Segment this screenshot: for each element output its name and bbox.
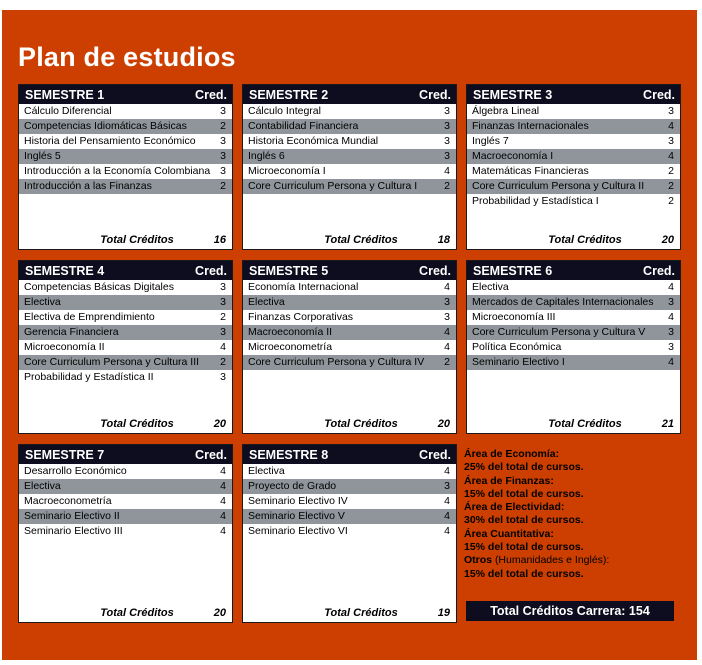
course-row	[243, 340, 456, 355]
course-credits: 3	[220, 135, 226, 147]
course-name: Finanzas Corporativas	[248, 311, 354, 323]
course-credits: 2	[220, 356, 226, 368]
course-list	[467, 280, 680, 370]
course-credits: 4	[668, 120, 674, 132]
course-row	[243, 494, 456, 509]
course-row	[467, 340, 680, 355]
total-value: 20	[213, 607, 226, 619]
course-name: Inglés 5	[24, 150, 61, 162]
course-row	[19, 164, 232, 179]
cred-header: Cred.	[195, 263, 227, 278]
course-credits: 3	[220, 105, 226, 117]
course-credits: 3	[668, 296, 674, 308]
total-label: Total Créditos	[324, 607, 398, 619]
course-row	[243, 179, 456, 194]
course-name: Seminario Electivo II	[24, 510, 120, 522]
course-credits: 4	[444, 495, 450, 507]
semester-total	[467, 418, 680, 430]
note-economia-label: Área de Economía:	[464, 448, 560, 460]
semester-name: SEMESTRE 4	[25, 263, 105, 278]
note-otros-detail: (Humanidades e Inglés):	[494, 554, 610, 567]
course-credits: 4	[668, 281, 674, 293]
course-list	[19, 464, 232, 539]
semester-header	[467, 261, 680, 280]
course-row	[467, 194, 680, 209]
note-cuantitativa-pct: 15% del total de cursos.	[464, 541, 584, 554]
course-name: Economía Internacional	[248, 281, 359, 293]
course-row	[467, 134, 680, 149]
course-row	[19, 479, 232, 494]
cred-header: Cred.	[419, 447, 451, 462]
course-row	[243, 464, 456, 479]
cred-header: Cred.	[419, 87, 451, 102]
grand-total-bar	[466, 601, 674, 621]
course-row	[467, 295, 680, 310]
course-credits: 4	[444, 465, 450, 477]
semester-name: SEMESTRE 7	[25, 447, 105, 462]
course-credits: 3	[444, 105, 450, 117]
semester-total	[243, 607, 456, 619]
course-row	[243, 104, 456, 119]
course-row	[19, 340, 232, 355]
semester-header	[19, 85, 232, 104]
course-list	[243, 464, 456, 539]
course-name: Microeconomía I	[248, 165, 326, 177]
cred-header: Cred.	[195, 87, 227, 102]
course-credits: 3	[444, 296, 450, 308]
semester-total	[19, 234, 232, 246]
course-name: Cálculo Diferencial	[24, 105, 112, 117]
course-row	[467, 310, 680, 325]
course-credits: 4	[220, 465, 226, 477]
course-name: Seminario Electivo I	[472, 356, 565, 368]
course-credits: 4	[668, 311, 674, 323]
course-credits: 3	[444, 135, 450, 147]
semester-total	[243, 234, 456, 246]
course-row	[243, 509, 456, 524]
course-credits: 4	[668, 150, 674, 162]
total-label: Total Créditos	[100, 234, 174, 246]
course-name: Electiva	[24, 296, 61, 308]
course-name: Desarrollo Económico	[24, 465, 127, 477]
course-name: Mercados de Capitales Internacionales	[472, 296, 654, 308]
course-list	[19, 104, 232, 194]
course-credits: 4	[444, 165, 450, 177]
cred-header: Cred.	[643, 263, 675, 278]
total-label: Total Créditos	[548, 418, 622, 430]
course-name: Core Curriculum Persona y Cultura V	[472, 326, 646, 338]
total-value: 19	[437, 607, 450, 619]
cred-header: Cred.	[195, 447, 227, 462]
course-row	[19, 355, 232, 370]
course-name: Microeconomía II	[24, 341, 105, 353]
course-credits: 4	[220, 480, 226, 492]
course-credits: 3	[220, 296, 226, 308]
course-row	[467, 179, 680, 194]
course-name: Electiva de Emprendimiento	[24, 311, 155, 323]
semester-header	[243, 261, 456, 280]
course-name: Macroeconomía I	[472, 150, 554, 162]
course-credits: 4	[444, 281, 450, 293]
semester-header	[19, 445, 232, 464]
course-row	[19, 280, 232, 295]
course-name: Gerencia Financiera	[24, 326, 119, 338]
semester-name: SEMESTRE 2	[249, 87, 329, 102]
course-credits: 3	[220, 165, 226, 177]
course-credits: 3	[444, 150, 450, 162]
course-row	[243, 524, 456, 539]
semester-card	[242, 84, 457, 250]
course-list	[243, 280, 456, 370]
course-row	[243, 295, 456, 310]
semester-card	[466, 260, 681, 434]
course-row	[243, 149, 456, 164]
semester-total	[467, 234, 680, 246]
course-credits: 4	[668, 356, 674, 368]
semester-name: SEMESTRE 1	[25, 87, 105, 102]
course-name: Seminario Electivo IV	[248, 495, 348, 507]
course-row	[19, 149, 232, 164]
semester-total	[19, 418, 232, 430]
course-name: Seminario Electivo III	[24, 525, 123, 537]
note-otros-pct: 15% del total de cursos.	[464, 567, 584, 580]
course-row	[243, 119, 456, 134]
course-credits: 4	[444, 341, 450, 353]
course-name: Microeconomía III	[472, 311, 556, 323]
semester-name: SEMESTRE 5	[249, 263, 329, 278]
course-name: Inglés 6	[248, 150, 285, 162]
course-credits: 3	[444, 480, 450, 492]
semester-card	[466, 84, 681, 250]
course-credits: 3	[444, 311, 450, 323]
course-name: Cálculo Integral	[248, 105, 321, 117]
note-cuantitativa-label: Área Cuantitativa:	[464, 527, 554, 540]
total-value: 20	[661, 234, 674, 246]
course-row	[19, 464, 232, 479]
course-credits: 4	[220, 341, 226, 353]
course-row	[467, 280, 680, 295]
course-name: Álgebra Lineal	[472, 105, 540, 117]
course-name: Historia del Pensamiento Económico	[24, 135, 196, 147]
course-name: Inglés 7	[472, 135, 509, 147]
course-name: Seminario Electivo VI	[248, 525, 348, 537]
course-row	[243, 355, 456, 370]
course-name: Proyecto de Grado	[248, 480, 337, 492]
course-name: Macroeconometría	[24, 495, 112, 507]
course-credits: 3	[668, 135, 674, 147]
course-name: Macroeconomía II	[248, 326, 333, 338]
course-credits: 2	[668, 195, 674, 207]
semester-name: SEMESTRE 3	[473, 87, 553, 102]
semester-card	[18, 444, 233, 623]
course-credits: 3	[220, 150, 226, 162]
note-finanzas-label: Área de Finanzas:	[464, 474, 554, 487]
total-value: 16	[213, 234, 226, 246]
total-value: 20	[213, 418, 226, 430]
semester-card	[242, 260, 457, 434]
course-list	[467, 104, 680, 209]
course-name: Core Curriculum Persona y Cultura I	[248, 180, 418, 192]
course-name: Core Curriculum Persona y Cultura III	[24, 356, 200, 368]
total-label: Total Créditos	[100, 607, 174, 619]
course-row	[467, 119, 680, 134]
course-credits: 2	[668, 180, 674, 192]
course-row	[243, 479, 456, 494]
course-name: Electiva	[248, 296, 285, 308]
course-credits: 3	[220, 371, 226, 383]
course-credits: 4	[220, 510, 226, 522]
course-list	[19, 280, 232, 385]
course-credits: 2	[444, 356, 450, 368]
course-row	[19, 134, 232, 149]
course-row	[243, 280, 456, 295]
course-name: Competencias Idiomáticas Básicas	[24, 120, 187, 132]
course-name: Seminario Electivo V	[248, 510, 345, 522]
course-list	[243, 104, 456, 194]
course-row	[467, 355, 680, 370]
course-row	[19, 295, 232, 310]
cred-header: Cred.	[643, 87, 675, 102]
course-row	[19, 524, 232, 539]
semester-name: SEMESTRE 6	[473, 263, 553, 278]
course-row	[467, 164, 680, 179]
course-row	[467, 149, 680, 164]
total-value: 21	[661, 418, 674, 430]
course-row	[243, 325, 456, 340]
course-row	[243, 310, 456, 325]
course-name: Competencias Básicas Digitales	[24, 281, 174, 293]
page-title: Plan de estudios	[18, 42, 236, 72]
course-name: Core Curriculum Persona y Cultura II	[472, 180, 645, 192]
course-row	[19, 509, 232, 524]
course-row	[19, 119, 232, 134]
semester-card	[18, 260, 233, 434]
course-name: Finanzas Internacionales	[472, 120, 589, 132]
course-row	[243, 164, 456, 179]
course-credits: 2	[668, 165, 674, 177]
course-name: Contabilidad Financiera	[248, 120, 359, 132]
course-credits: 2	[444, 180, 450, 192]
course-name: Historia Económica Mundial	[248, 135, 379, 147]
course-credits: 3	[220, 281, 226, 293]
course-name: Microeconometría	[248, 341, 333, 353]
course-row	[19, 494, 232, 509]
total-label: Total Créditos	[548, 234, 622, 246]
area-distribution	[464, 448, 689, 581]
course-row	[19, 104, 232, 119]
course-row	[467, 104, 680, 119]
course-credits: 4	[444, 510, 450, 522]
grand-total: Total Créditos Carrera: 154	[490, 604, 650, 618]
total-label: Total Créditos	[324, 234, 398, 246]
course-credits: 3	[444, 120, 450, 132]
total-label: Total Créditos	[100, 418, 174, 430]
note-electividad-pct: 30% del total de cursos.	[464, 514, 584, 527]
course-row	[19, 179, 232, 194]
total-value: 18	[437, 234, 450, 246]
course-credits: 4	[220, 495, 226, 507]
course-credits: 4	[220, 525, 226, 537]
semester-total	[243, 418, 456, 430]
note-finanzas-pct: 15% del total de cursos.	[464, 487, 584, 500]
semester-header	[467, 85, 680, 104]
course-row	[19, 370, 232, 385]
course-credits: 3	[668, 105, 674, 117]
note-economia-pct: 25% del total de cursos.	[464, 461, 584, 474]
semester-header	[243, 445, 456, 464]
course-name: Electiva	[24, 480, 61, 492]
course-row	[467, 325, 680, 340]
semester-card	[18, 84, 233, 250]
total-label: Total Créditos	[324, 418, 398, 430]
course-row	[19, 310, 232, 325]
note-otros-label: Otros	[464, 554, 493, 567]
course-credits: 4	[444, 525, 450, 537]
note-otros	[464, 554, 689, 567]
course-name: Probabilidad y Estadística II	[24, 371, 154, 383]
course-credits: 3	[668, 341, 674, 353]
cred-header: Cred.	[419, 263, 451, 278]
course-row	[243, 134, 456, 149]
course-name: Electiva	[248, 465, 285, 477]
course-name: Electiva	[472, 281, 509, 293]
course-name: Matemáticas Financieras	[472, 165, 589, 177]
course-name: Introducción a la Economía Colombiana	[24, 165, 211, 177]
course-credits: 3	[668, 326, 674, 338]
semester-header	[243, 85, 456, 104]
course-name: Core Curriculum Persona y Cultura IV	[248, 356, 425, 368]
course-credits: 3	[220, 326, 226, 338]
course-credits: 2	[220, 180, 226, 192]
semester-name: SEMESTRE 8	[249, 447, 329, 462]
total-value: 20	[437, 418, 450, 430]
course-credits: 4	[444, 326, 450, 338]
semester-header	[19, 261, 232, 280]
note-electividad-label: Área de Electividad:	[464, 501, 565, 514]
semester-total	[19, 607, 232, 619]
course-credits: 2	[220, 311, 226, 323]
course-name: Probabilidad y Estadística I	[472, 195, 599, 207]
course-name: Política Económica	[472, 341, 562, 353]
course-name: Introducción a las Finanzas	[24, 180, 152, 192]
semester-card	[242, 444, 457, 623]
course-row	[19, 325, 232, 340]
course-credits: 2	[220, 120, 226, 132]
